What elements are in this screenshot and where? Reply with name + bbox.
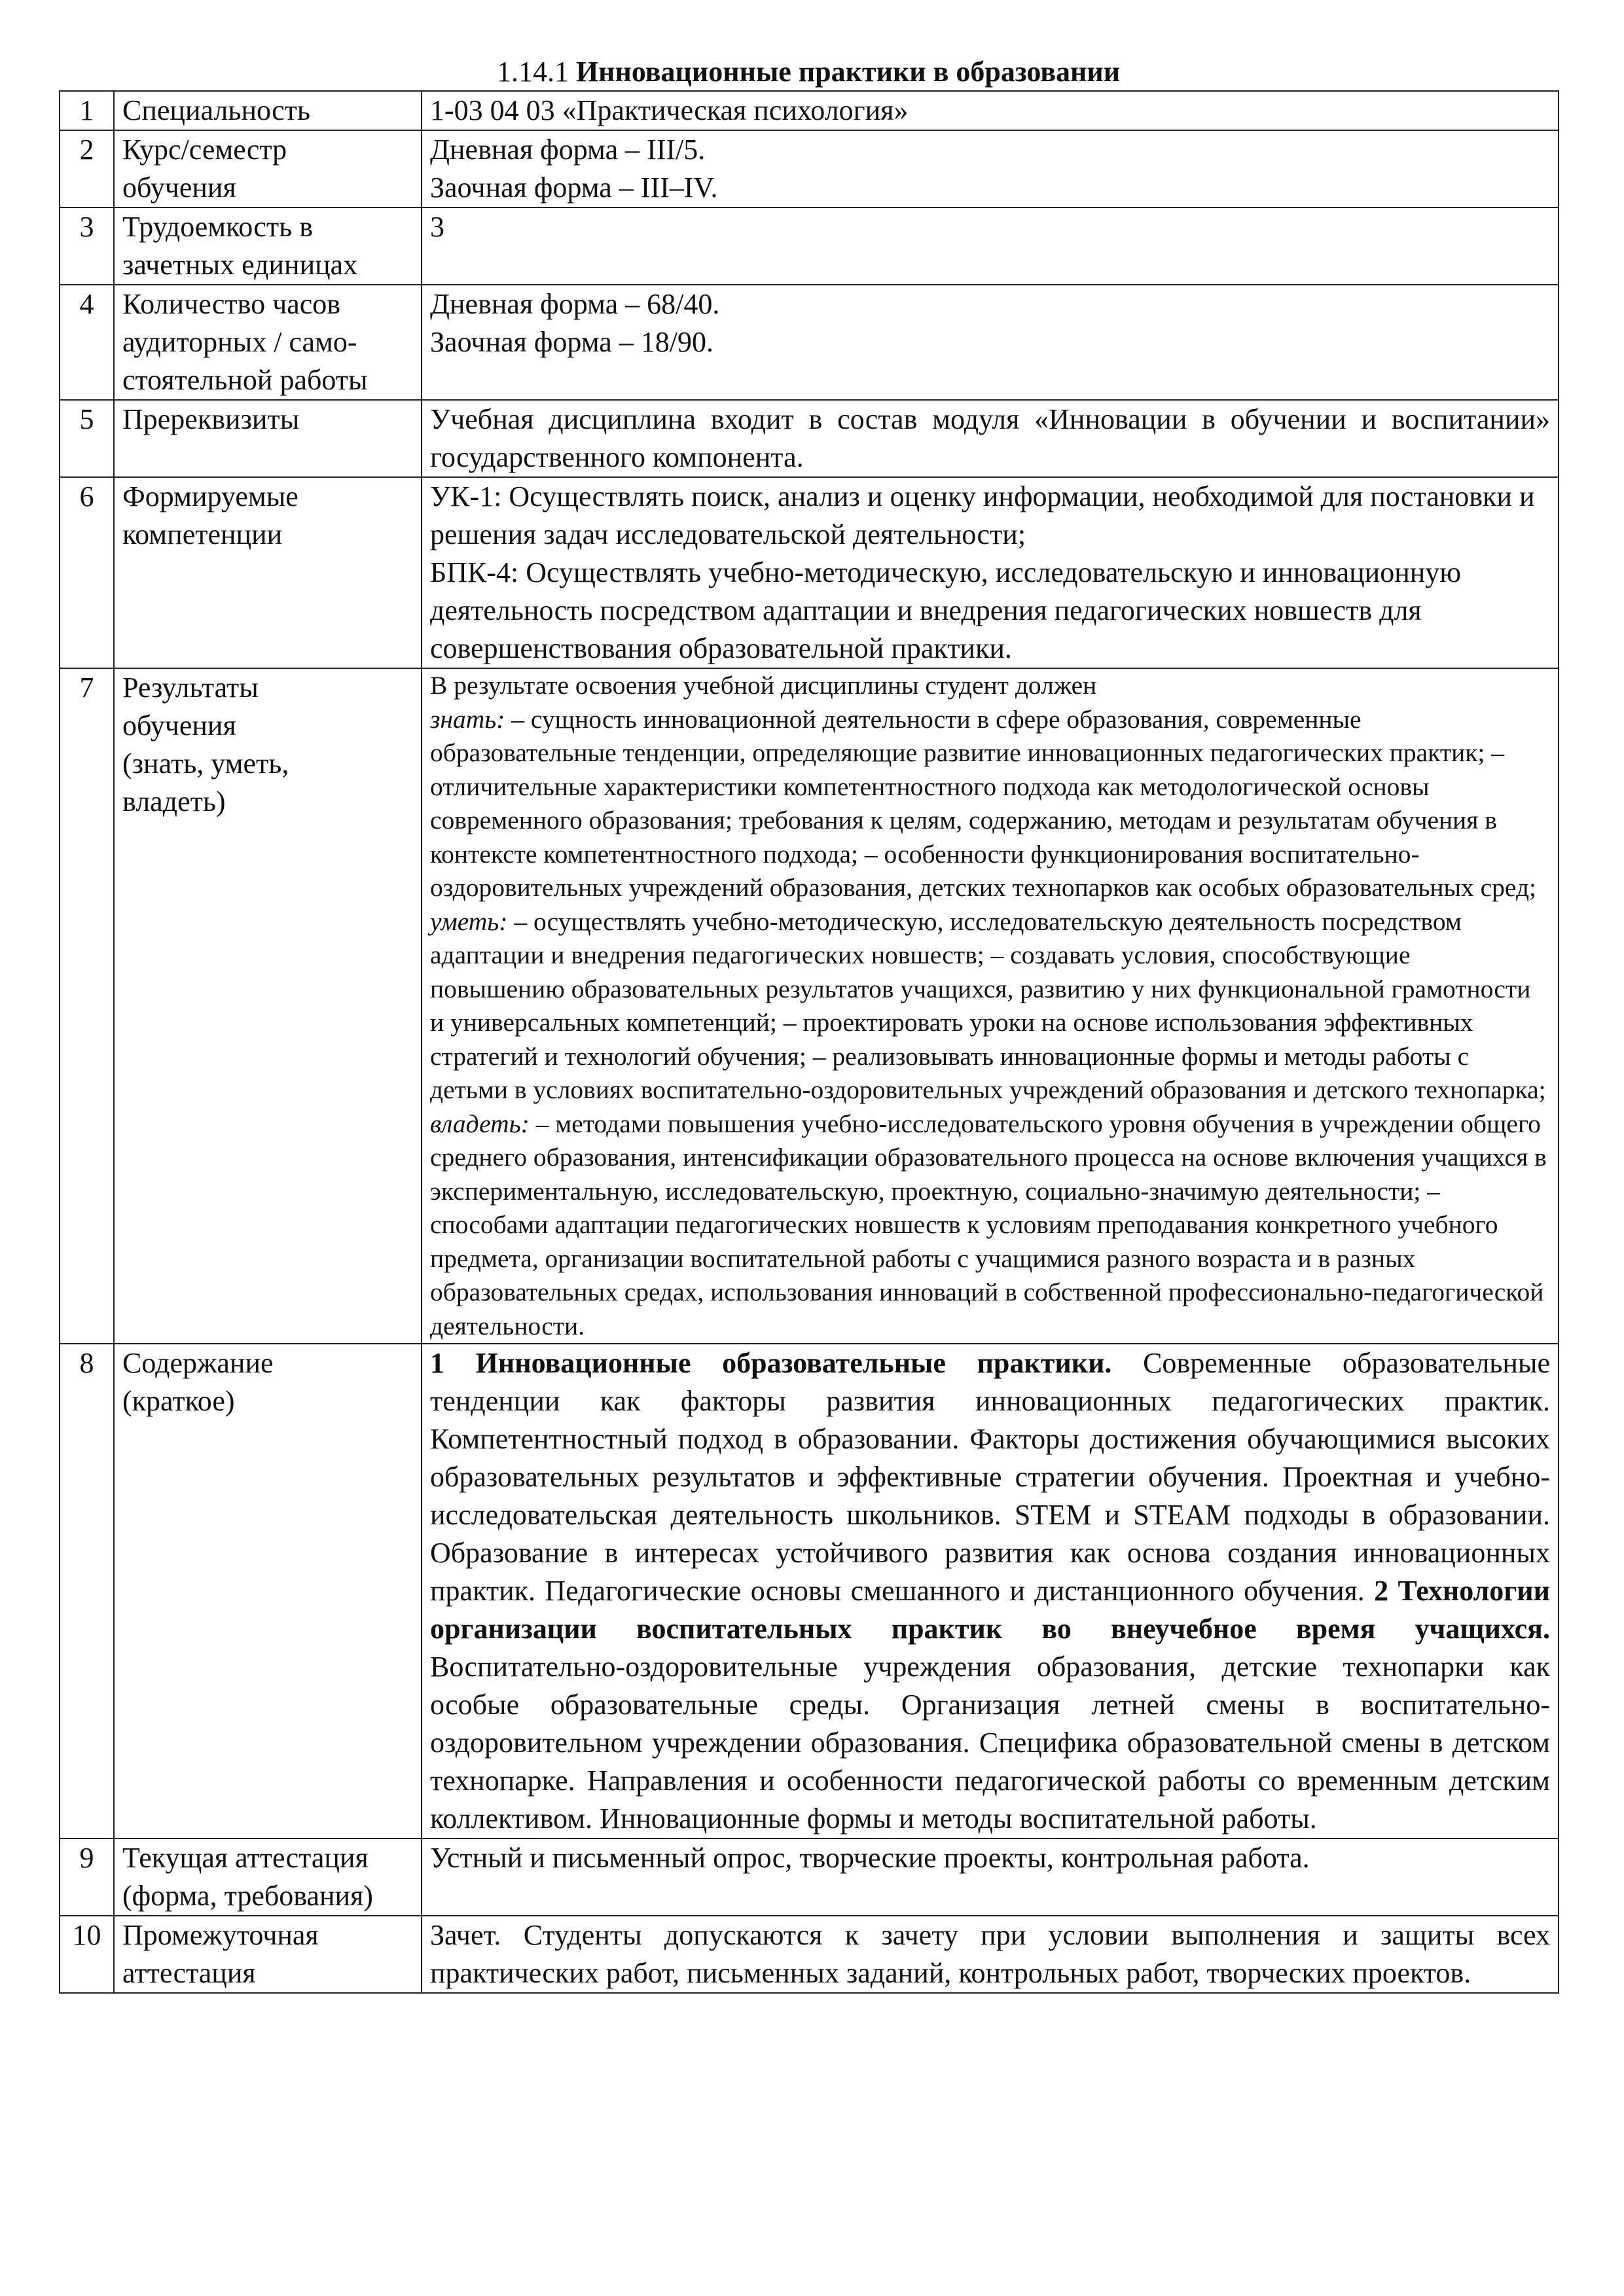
row-number: 9 bbox=[60, 1839, 114, 1916]
title-name: Инновационные практики в образовании bbox=[575, 56, 1121, 88]
value-line: Заочная форма – 18/90. bbox=[430, 326, 714, 358]
can-text: – осуществлять учебно-методическую, исследовательскую деятельность посредством адаптации и внедрения педагогических новшеств; – создавать условия, способствующие повышению образовательных результатов учащихся, развитию у них функциональной грамотности и универсальных компетенций; – проектировать уроки на основе использования эффективных стратегий и технологий обучения; – реализовывать инновационные формы и методы работы с детьми в условиях воспитательно-оздоровительных учреждений образования и детского технопарка; bbox=[430, 906, 1546, 1104]
row-number: 2 bbox=[60, 130, 114, 207]
competency-uk1: УК-1: Осуществлять поиск, анализ и оценку информации, необходимой для постановки и решения задач исследовательской деятельности; bbox=[430, 480, 1535, 550]
label-line: Формируемые bbox=[122, 480, 298, 512]
table-row bbox=[60, 668, 1559, 1344]
row-number: 7 bbox=[60, 668, 114, 1344]
row-label bbox=[114, 91, 422, 130]
row-number: 10 bbox=[60, 1916, 114, 1993]
know-label: знать: bbox=[430, 704, 505, 734]
competencies-cell bbox=[422, 477, 1559, 668]
row-number: 1 bbox=[60, 91, 114, 130]
label-line: Пререквизиты bbox=[122, 403, 300, 435]
own-label: владеть: bbox=[430, 1109, 530, 1138]
outcomes-intro: В результате освоения учебной дисциплины студент должен bbox=[430, 671, 1097, 700]
section2-title: 2 Технологии организации воспитательных практик во внеучебное время учащихся. bbox=[430, 1575, 1550, 1645]
section2-text: Воспитательно-оздоровительные учреждения образования, детские технопарки как особые образовательные среды. Организация летней смены в воспитательно-оздоровительном учреждении образования. Специфика образовательной смены в детском технопарке. Направления и особенности педагогической работы со временным детским коллективом. Инновационные формы и методы воспитательной работы. bbox=[430, 1651, 1550, 1835]
value-line: 3 bbox=[430, 211, 444, 243]
row-value bbox=[422, 130, 1559, 207]
can-label: уметь: bbox=[430, 906, 508, 936]
table-row bbox=[60, 1344, 1559, 1839]
title-number: 1.14.1 bbox=[496, 56, 569, 88]
table-row bbox=[60, 477, 1559, 668]
document-page bbox=[59, 54, 1558, 1994]
row-label bbox=[114, 477, 422, 668]
row-number: 5 bbox=[60, 400, 114, 477]
own-text: – методами повышения учебно-исследовательского уровня обучения в учреждении общего среднего образования, интенсификации образовательного процесса на основе включения учащихся в экспериментальную, исследовательскую, проектную, социально-значимую деятельности; – способами адаптации педагогических новшеств к условиям преподавания конкретного учебного предмета, организации воспитательной работы с учащимися разного возраста и в разных образовательных средах, использования инноваций в собственной профессионально-педагогической деятельности. bbox=[430, 1109, 1547, 1340]
value-line: 1-03 04 03 «Практическая психология» bbox=[430, 94, 909, 126]
competency-bpk4: БПК-4: Осуществлять учебно-методическую, исследовательскую и инновационную деятельность посредством адаптации и внедрения педагогических новшеств для совершенствования образовательной практики. bbox=[430, 556, 1462, 664]
label-line: обучения bbox=[122, 709, 236, 742]
label-line: обучения bbox=[122, 171, 236, 204]
table-row bbox=[60, 1839, 1559, 1916]
row-label bbox=[114, 668, 422, 1344]
outcomes-own bbox=[430, 1107, 1550, 1344]
label-line: Количество часов bbox=[122, 288, 341, 320]
label-line: (краткое) bbox=[122, 1385, 235, 1417]
label-line: аудиторных / само- bbox=[122, 326, 357, 358]
value-line: Дневная форма – 68/40. bbox=[430, 288, 720, 320]
syllabus-table bbox=[59, 90, 1559, 1994]
label-line: компетенции bbox=[122, 518, 283, 550]
label-line: Результаты bbox=[122, 672, 259, 704]
value-line: Дневная форма – III/5. bbox=[430, 134, 706, 166]
row-label bbox=[114, 1839, 422, 1916]
row-label bbox=[114, 130, 422, 207]
row-number: 6 bbox=[60, 477, 114, 668]
label-line: стоятельной работы bbox=[122, 364, 368, 396]
row-label bbox=[114, 285, 422, 400]
table-row bbox=[60, 91, 1559, 130]
label-line: Промежуточная bbox=[122, 1919, 319, 1951]
row-label bbox=[114, 1916, 422, 1993]
row-value bbox=[422, 207, 1559, 285]
label-line: владеть) bbox=[122, 785, 226, 817]
row-number: 3 bbox=[60, 207, 114, 285]
learning-outcomes-cell bbox=[422, 668, 1559, 1344]
row-value bbox=[422, 91, 1559, 130]
table-row bbox=[60, 130, 1559, 207]
row-label bbox=[114, 207, 422, 285]
outcomes-know bbox=[430, 703, 1550, 905]
table-row bbox=[60, 400, 1559, 477]
outcomes-can bbox=[430, 905, 1550, 1107]
label-line: (знать, уметь, bbox=[122, 747, 289, 780]
row-value bbox=[422, 285, 1559, 400]
interim-assessment-text: Зачет. Студенты допускаются к зачету при условии выполнения и защиты всех практических работ, письменных заданий, контрольных работ, творческих проектов. bbox=[422, 1916, 1559, 1993]
label-line: аттестация bbox=[122, 1957, 256, 1989]
section1-title: 1 Инновационные образовательные практики. bbox=[430, 1347, 1112, 1379]
table-row bbox=[60, 207, 1559, 285]
value-line: Заочная форма – III–IV. bbox=[430, 171, 718, 204]
table-row bbox=[60, 285, 1559, 400]
label-line: (форма, требования) bbox=[122, 1880, 373, 1912]
label-line: Специальность bbox=[122, 94, 310, 126]
label-line: Содержание bbox=[122, 1347, 274, 1379]
content-summary-cell bbox=[422, 1344, 1559, 1839]
row-number: 4 bbox=[60, 285, 114, 400]
label-line: Курс/семестр bbox=[122, 134, 287, 166]
current-assessment-text: Устный и письменный опрос, творческие проекты, контрольная работа. bbox=[422, 1839, 1559, 1916]
row-label bbox=[114, 1344, 422, 1839]
label-line: Текущая аттестация bbox=[122, 1842, 369, 1874]
section1-text: Современные образовательные тенденции как факторы развития инновационных педагогических практик. Компетентностный подход в образовании. Факторы достижения обучающимися высоких образовательных результатов и эффективные стратегии обучения. Проектная и учебно-исследовательская деятельность школьников. STEM и STEAM подходы в образовании. Образование в интересах устойчивого развития как основа создания инновационных практик. Педагогические основы смешанного и дистанционного обучения. bbox=[430, 1347, 1550, 1607]
row-label bbox=[114, 400, 422, 477]
label-line: Трудоемкость в bbox=[122, 211, 313, 243]
prerequisites-text: Учебная дисциплина входит в состав модуля «Инновации в обучении и воспитании» государственного компонента. bbox=[422, 400, 1559, 477]
know-text: – сущность инновационной деятельности в сфере образования, современные образовательные тенденции, определяющие развитие инновационных педагогических практик; – отличительные характеристики компетентностного подхода как методологической основы современного образования; требования к целям, содержанию, методам и результатам обучения в контексте компетентностного подхода; – особенности функционирования воспитательно-оздоровительных учреждений образования, детских технопарков как особых образовательных сред; bbox=[430, 704, 1537, 902]
document-title bbox=[59, 54, 1558, 90]
table-row bbox=[60, 1916, 1559, 1993]
row-number: 8 bbox=[60, 1344, 114, 1839]
label-line: зачетных единицах bbox=[122, 249, 358, 281]
